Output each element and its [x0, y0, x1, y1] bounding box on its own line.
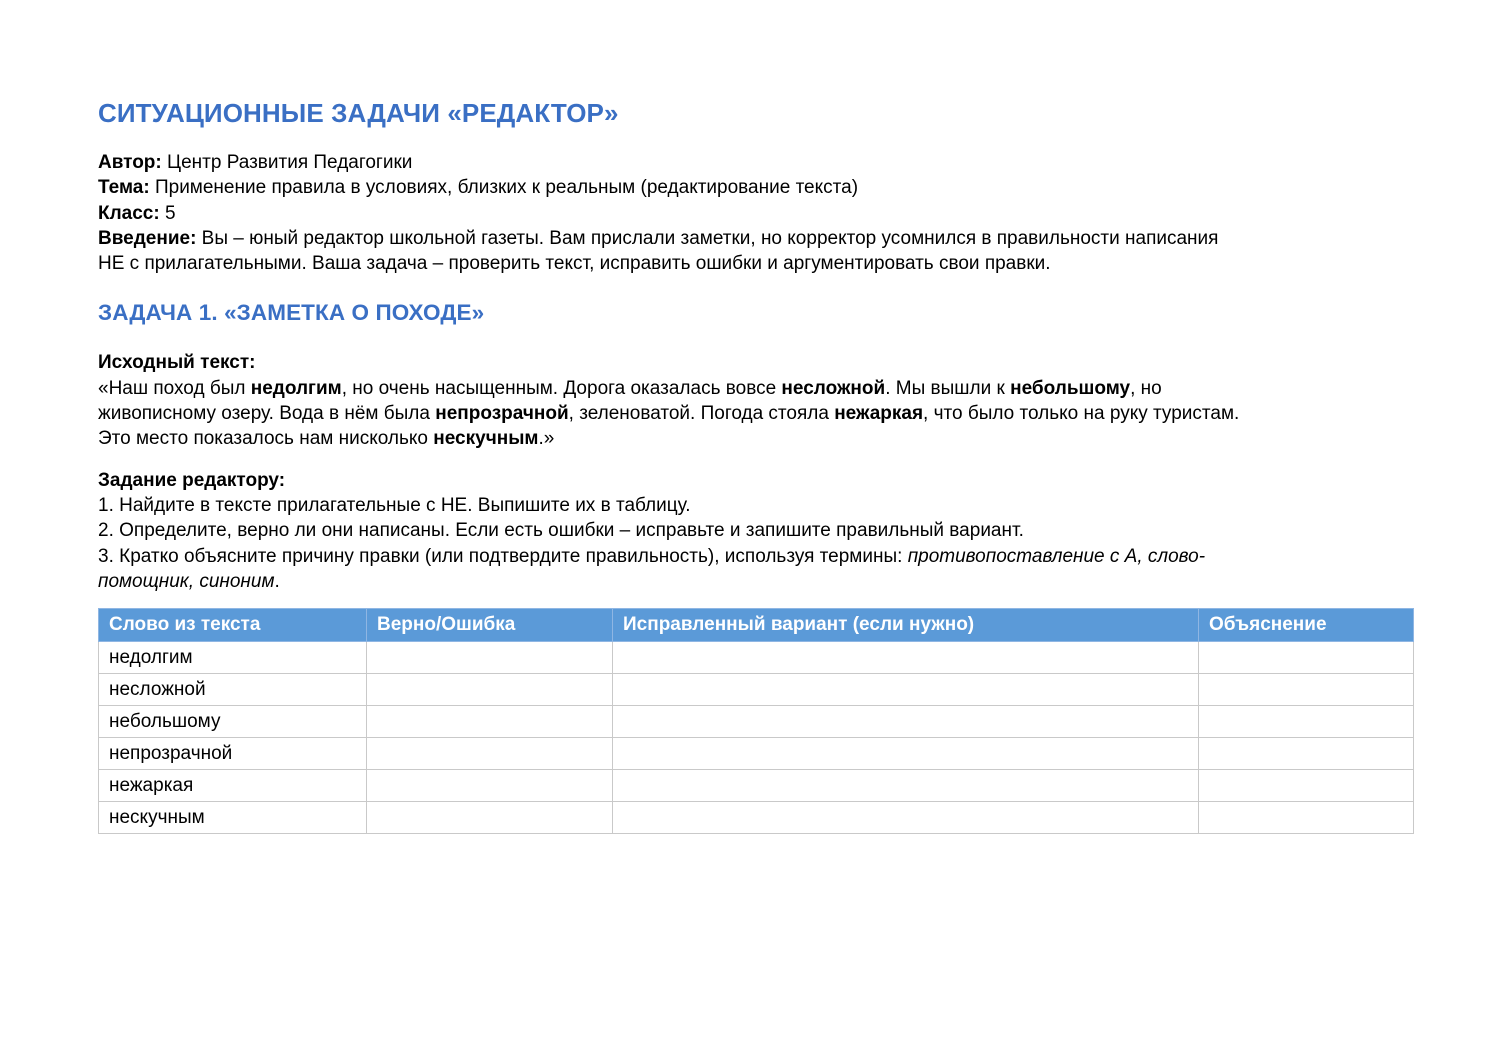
terms-italic: помощник, синоним [98, 570, 275, 592]
grade-line [98, 201, 1412, 226]
table-cell-explanation[interactable] [1199, 674, 1414, 706]
table-cell-verdict[interactable] [367, 738, 613, 770]
source-line-1 [98, 376, 1412, 401]
assignment-text: . [274, 570, 280, 592]
table-cell-word: небольшому [99, 706, 367, 738]
highlight-word: несложной [781, 377, 886, 399]
source-text: живописному озеру. Вода в нём была [98, 403, 436, 425]
table-cell-explanation[interactable] [1199, 642, 1414, 674]
assignment-item-2: 2. Определите, верно ли они написаны. Если есть ошибки – исправьте и запишите правильный вариант. [98, 520, 1024, 542]
answers-table [98, 608, 1414, 834]
table-row [99, 738, 1414, 770]
table-cell-verdict[interactable] [367, 770, 613, 802]
source-text: , зеленоватой. Погода стояла [568, 403, 835, 425]
grade-value: 5 [159, 202, 176, 224]
table-cell-word: нежаркая [99, 770, 367, 802]
source-text: , но очень насыщенным. Дорога оказалась вовсе [341, 377, 782, 399]
table-header-row [99, 609, 1414, 642]
topic-line [98, 175, 1412, 200]
table-row [99, 642, 1414, 674]
meta-block [98, 150, 1412, 276]
task1-title: ЗАДАЧА 1. «ЗАМЕТКА О ПОХОДЕ» [98, 300, 485, 326]
table-cell-explanation[interactable] [1199, 802, 1414, 834]
topic-label: Тема: [98, 177, 150, 199]
table-cell-verdict[interactable] [367, 706, 613, 738]
table-cell-correction[interactable] [613, 770, 1199, 802]
source-text: , что было только на руку туристам. [923, 403, 1240, 425]
table-cell-verdict[interactable] [367, 642, 613, 674]
highlight-word: нескучным [433, 428, 539, 450]
table-cell-correction[interactable] [613, 674, 1199, 706]
author-value: Центр Развития Педагогики [161, 152, 413, 173]
source-text-block [98, 350, 1412, 451]
table-cell-correction[interactable] [613, 706, 1199, 738]
source-label: Исходный текст: [98, 352, 256, 374]
column-header: Слово из текста [99, 609, 367, 642]
topic-value: Применение правила в условиях, близких к реальным (редактирование текста) [149, 177, 859, 199]
intro-line [98, 226, 1412, 251]
assignment-text: 3. Кратко объясните причину правки (или подтвердите правильность), используя термины: [98, 545, 908, 567]
document-content [98, 96, 1412, 834]
table-row [99, 706, 1414, 738]
source-text: .» [538, 428, 555, 450]
table-row [99, 770, 1414, 802]
column-header: Объяснение [1199, 609, 1414, 642]
highlight-word: недолгим [250, 377, 342, 399]
table-cell-explanation[interactable] [1199, 706, 1414, 738]
intro-text-2: НЕ с прилагательными. Ваша задача – проверить текст, исправить ошибки и аргументировать свои правки. [98, 253, 1051, 275]
table-cell-word: недолгим [99, 642, 367, 674]
table-cell-word: нескучным [99, 802, 367, 834]
column-header: Исправленный вариант (если нужно) [613, 609, 1199, 642]
document-title: СИТУАЦИОННЫЕ ЗАДАЧИ «РЕДАКТОР» [98, 98, 619, 128]
table-cell-verdict[interactable] [367, 802, 613, 834]
assignment-item-3 [98, 544, 1412, 569]
intro-text-1: Вы – юный редактор школьной газеты. Вам прислали заметки, но корректор усомнился в правильности написания [196, 227, 1219, 249]
table-cell-word: непрозрачной [99, 738, 367, 770]
column-header: Верно/Ошибка [367, 609, 613, 642]
assignment-block [98, 468, 1412, 594]
source-text: , но [1130, 377, 1162, 399]
terms-italic: противопоставление с А, слово- [907, 545, 1206, 567]
assignment-label: Задание редактору: [98, 469, 286, 491]
source-text: Это место показалось нам нисколько [98, 428, 434, 450]
source-line-2 [98, 401, 1412, 426]
source-line-3 [98, 426, 1412, 451]
author-label: Автор: [98, 152, 162, 173]
highlight-word: небольшому [1010, 377, 1131, 399]
highlight-word: непрозрачной [435, 403, 569, 425]
table-row [99, 674, 1414, 706]
table-cell-correction[interactable] [613, 802, 1199, 834]
intro-label: Введение: [98, 227, 197, 249]
table-cell-correction[interactable] [613, 738, 1199, 770]
table-cell-explanation[interactable] [1199, 738, 1414, 770]
source-text: «Наш поход был [98, 377, 251, 399]
table-cell-verdict[interactable] [367, 674, 613, 706]
table-cell-explanation[interactable] [1199, 770, 1414, 802]
author-line [98, 150, 1412, 175]
table-cell-correction[interactable] [613, 642, 1199, 674]
highlight-word: нежаркая [834, 403, 924, 425]
intro-line-2 [98, 251, 1412, 276]
table-row [99, 802, 1414, 834]
assignment-item-1: 1. Найдите в тексте прилагательные с НЕ. Выпишите их в таблицу. [98, 494, 691, 516]
grade-label: Класс: [98, 202, 160, 224]
source-text: . Мы вышли к [885, 377, 1011, 399]
table-cell-word: несложной [99, 674, 367, 706]
assignment-item-3-cont [98, 569, 1412, 594]
